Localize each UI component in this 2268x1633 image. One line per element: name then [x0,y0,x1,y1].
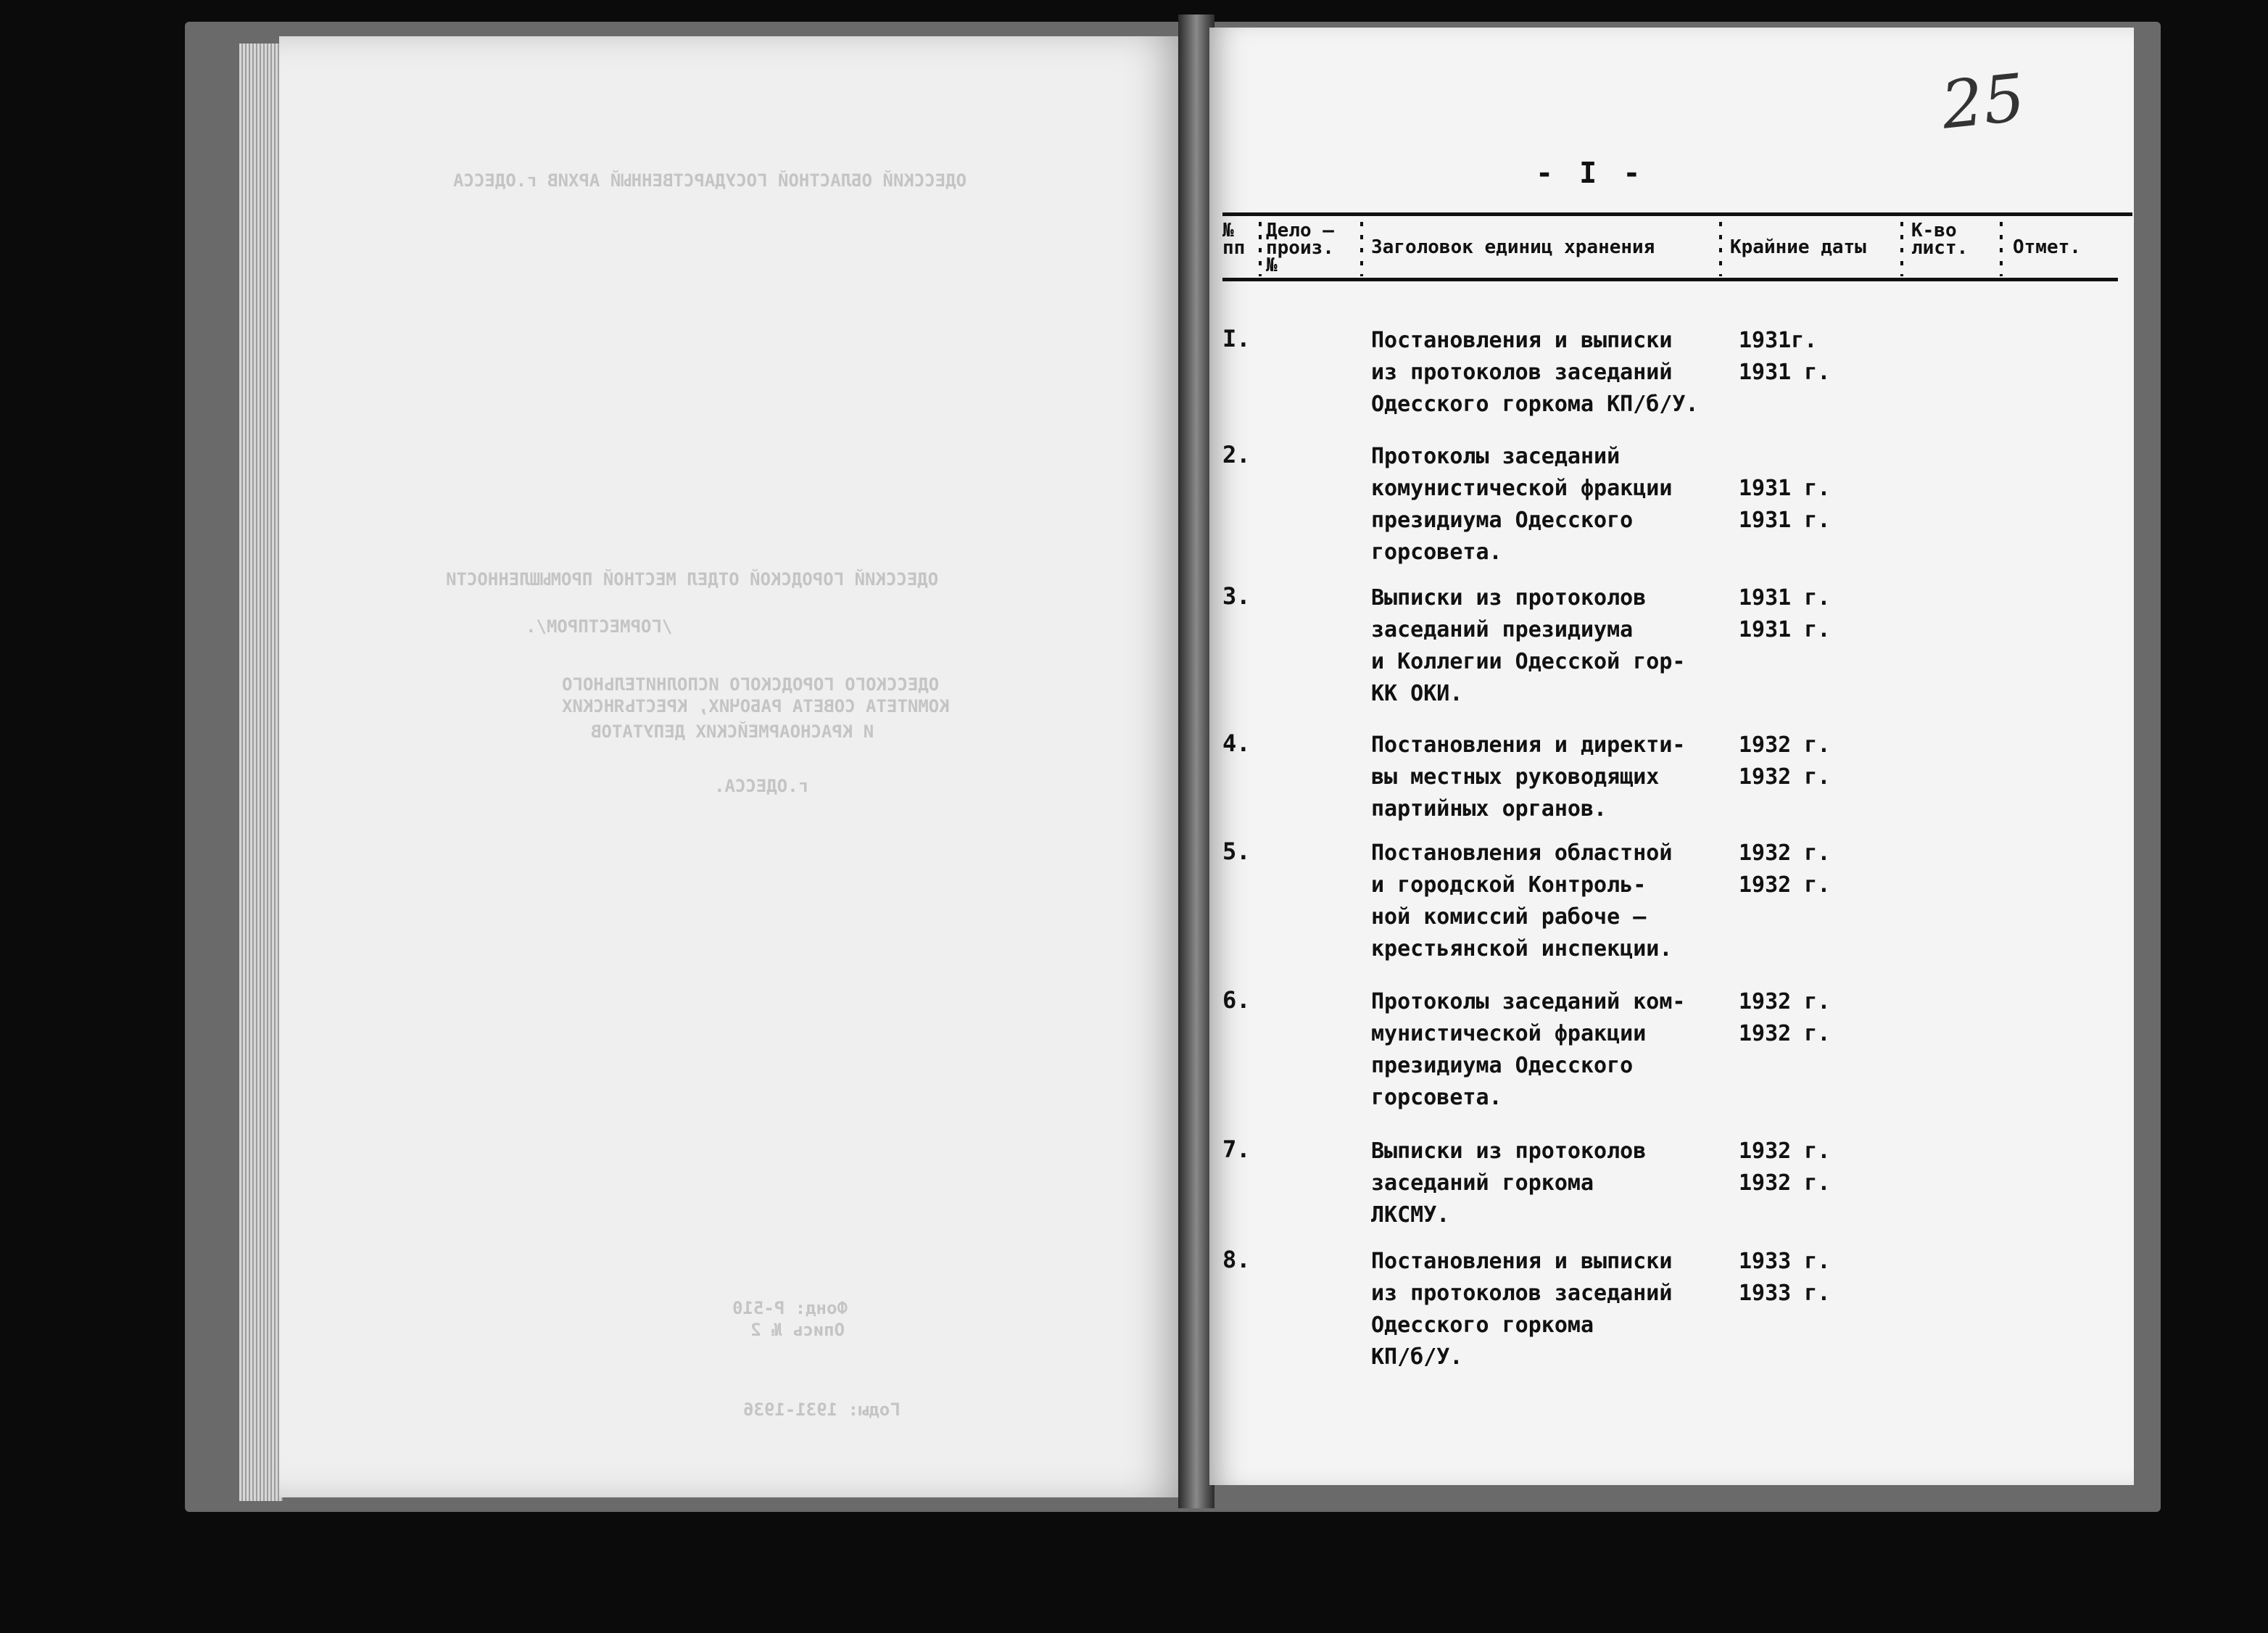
header-title: Заголовок единиц хранения [1371,236,1655,258]
entry-title: Выписки из протоколов заседаний президиума и Коллегии Одесской гор- КК ОКИ. [1371,585,1686,706]
entry-title: Протоколы заседаний комунистической фракции президиума Одесского горсовета. [1371,444,1673,565]
page-number: - I - [1536,157,1645,190]
entry-title: Постановления и выписки из протоколов заседаний Одесского горкома КП/б/У. [1371,1249,1673,1370]
archive-page-number: 25 [1937,59,2029,144]
entry-number: 6. [1222,986,1251,1014]
entry-dates: 1932 г. 1932 г. [1739,1138,1831,1196]
entry-number: 3. [1222,582,1251,610]
entry-number: 7. [1222,1136,1251,1163]
header-delo: Дело – произ. № [1266,220,1334,276]
column-divider [1360,222,1363,276]
column-divider [2000,222,2003,276]
left-page [279,36,1185,1497]
entry-number: 2. [1222,441,1251,468]
bleed-through-line: ОДЕССКИЙ ГОРОДСКОЙ ОТДЕЛ МЕСТНОЙ ПРОМЫШЛЕННОСТИ [446,569,939,590]
entry-dates: 1932 г. 1932 г. [1739,989,1831,1046]
bleed-through-line: г.ОДЕССА. [714,776,809,796]
bleed-through-line: Опись № 2 [750,1320,845,1340]
header-sheets: К-во лист. [1911,220,1969,259]
entry-number: 4. [1222,729,1251,757]
entry-number: 8. [1222,1246,1251,1273]
bleed-through-line: Годы: 1931-1936 [743,1400,901,1420]
entry-title: Выписки из протоколов заседаний горкома ЛКСМУ. [1371,1138,1647,1228]
table-header [1222,222,2132,276]
entry-title: Постановления и выписки из протоколов заседаний Одесского горкома КП/б/У. [1371,328,1699,417]
entry-number: I. [1222,325,1251,352]
entry-title: Постановления областной и городской Контроль- ной комиссий рабоче – крестьянской инспекции. [1371,840,1673,962]
bleed-through-line: Фонд: Р-510 [732,1298,848,1318]
bleed-through-line: /ГОРМЕСТПРОМ/. [526,616,673,637]
entry-dates: 1932 г. 1932 г. [1739,732,1831,790]
bleed-through-line: И КРАСНОАРМЕЙСКИХ ДЕПУТАТОВ [591,722,874,742]
entry-title: Протоколы заседаний ком- мунистической фракции президиума Одесского горсовета. [1371,989,1686,1110]
table-top-rule [1222,212,2132,216]
header-no: № пп [1222,220,1246,259]
entry-title: Постановления и директи- вы местных руководящих партийных органов. [1371,732,1686,822]
header-note: Отмет. [2013,236,2081,258]
entry-dates: 1932 г. 1932 г. [1739,840,1831,898]
column-divider [1259,222,1262,276]
column-divider [1719,222,1722,276]
column-divider [1900,222,1903,276]
right-page [1209,28,2134,1485]
entry-dates: 1931 г. 1931 г. [1739,476,1831,533]
header-dates: Крайние даты [1730,236,1866,258]
table-header-rule [1222,278,2118,281]
entry-dates: 1931г. 1931 г. [1739,328,1831,385]
entry-dates: 1931 г. 1931 г. [1739,585,1831,642]
entry-dates: 1933 г. 1933 г. [1739,1249,1831,1306]
page-edges [239,44,283,1501]
entry-number: 5. [1222,838,1251,865]
bleed-through-line: КОМИТЕТА СОВЕТА РАБОЧИХ, КРЕСТЬЯНСКИХ [562,696,950,716]
bleed-through-line: ОДЕССКОГО ГОРОДСКОГО ИСПОЛНИТЕЛЬНОГО [562,674,940,695]
bleed-through-line: ОДЕССКИЙ ОБЛАСТНОЙ ГОСУДАРСТВЕННЫЙ АРХИВ г.ОДЕССА [453,170,967,191]
